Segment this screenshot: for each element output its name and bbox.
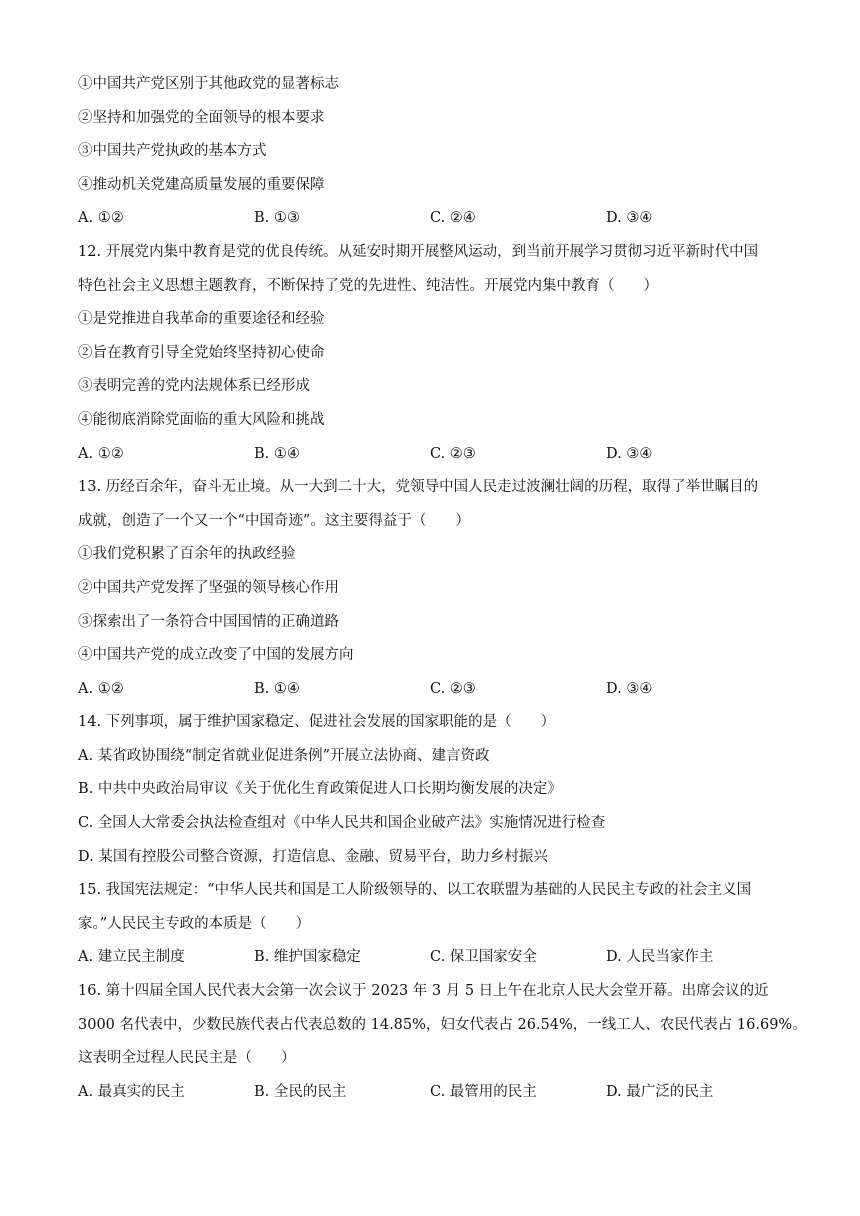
question-14: [78, 706, 790, 874]
q11-option-a: A. ①②: [78, 210, 124, 227]
q12-item-2: ②旨在教育引导全党始终坚持初心使命: [78, 344, 325, 361]
q11-options: [78, 202, 790, 236]
q14-stem: 14. 下列事项，属于维护国家稳定、促进社会发展的国家职能的是（ ）: [78, 714, 556, 731]
q13-option-c: C. ②③: [430, 680, 476, 697]
q11-option-d: D. ③④: [606, 210, 653, 227]
q15-stem-line-1: 15. 我国宪法规定：“中华人民共和国是工人阶级领导的、以工农联盟为基础的人民民主专政的社会主义国: [78, 882, 752, 899]
q13-option-d: D. ③④: [606, 680, 653, 697]
q16-option-d: D. 最广泛的民主: [606, 1083, 714, 1100]
q15-option-a: A. 建立民主制度: [78, 949, 185, 966]
q12-stem-line-1: 12. 开展党内集中教育是党的优良传统。从延安时期开展整风运动，到当前开展学习贯彻习近平新时代中国: [78, 243, 759, 260]
q16-stem-line-1: 16. 第十四届全国人民代表大会第一次会议于 2023 年 3 月 5 日上午在北京人民大会堂开幕。出席会议的近: [78, 983, 769, 1000]
q16-option-a: A. 最真实的民主: [78, 1083, 185, 1100]
q11-item-1: ①中国共产党区别于其他政党的显著标志: [78, 76, 339, 92]
q13-stem-line-2: 成就，创造了一个又一个“中国奇迹”。这主要得益于（ ）: [78, 512, 470, 529]
q12-item-3: ③表明完善的党内法规体系已经形成: [78, 378, 310, 395]
q16-stem-line-3: 这表明全过程人民民主是（ ）: [78, 1050, 296, 1067]
q11-item-4: ④推动机关党建高质量发展的重要保障: [78, 176, 325, 193]
q12-option-a: A. ①②: [78, 445, 124, 462]
question-11: [78, 68, 790, 236]
q13-item-2: ②中国共产党发挥了坚强的领导核心作用: [78, 579, 339, 596]
q13-option-a: A. ①②: [78, 680, 124, 697]
question-16: [78, 975, 807, 1109]
q14-option-b: B. 中共中央政治局审议《关于优化生育政策促进人口长期均衡发展的决定》: [78, 781, 562, 798]
question-12: [78, 236, 790, 471]
q12-option-d: D. ③④: [606, 445, 653, 462]
q13-item-4: ④中国共产党的成立改变了中国的发展方向: [78, 647, 354, 664]
exam-page: [78, 68, 807, 1109]
q12-item-1: ①是党推进自我革命的重要途径和经验: [78, 311, 325, 328]
q11-option-b: B. ①③: [254, 210, 300, 227]
q15-stem-line-2: 家。”人民民主专政的本质是（ ）: [78, 915, 311, 932]
q16-option-c: C. 最管用的民主: [430, 1083, 537, 1100]
q16-stem-line-2: 3000 名代表中，少数民族代表占代表总数的 14.85%，妇女代表占 26.54%，一线工人、农民代表占 16.69%。: [78, 1016, 807, 1033]
q15-option-d: D. 人民当家作主: [606, 949, 714, 966]
q13-options: [78, 673, 790, 707]
q13-option-b: B. ①④: [254, 680, 300, 697]
question-15: [78, 874, 790, 975]
q15-option-b: B. 维护国家稳定: [254, 949, 361, 966]
q14-option-d: D. 某国有控股公司整合资源，打造信息、金融、贸易平台，助力乡村振兴: [78, 848, 548, 865]
q15-option-c: C. 保卫国家安全: [430, 949, 537, 966]
q11-item-3: ③中国共产党执政的基本方式: [78, 143, 267, 160]
q12-option-c: C. ②③: [430, 445, 476, 462]
q13-item-3: ③探索出了一条符合中国国情的正确道路: [78, 613, 339, 630]
q12-option-b: B. ①④: [254, 445, 300, 462]
q16-options: [78, 1076, 790, 1110]
q13-stem-line-1: 13. 历经百余年，奋斗无止境。从一大到二十大，党领导中国人民走过波澜壮阔的历程，取得了举世瞩目的: [78, 479, 759, 496]
q14-option-c: C. 全国人大常委会执法检查组对《中华人民共和国企业破产法》实施情况进行检查: [78, 815, 606, 832]
q16-option-b: B. 全民的民主: [254, 1083, 347, 1100]
q12-stem-line-2: 特色社会主义思想主题教育，不断保持了党的先进性、纯洁性。开展党内集中教育（ ）: [78, 277, 658, 294]
question-13: [78, 471, 790, 706]
q12-item-4: ④能彻底消除党面临的重大风险和挑战: [78, 411, 325, 428]
q15-options: [78, 941, 790, 975]
q14-option-a: A. 某省政协围绕“制定省就业促进条例”开展立法协商、建言资政: [78, 747, 490, 764]
q13-item-1: ①我们党积累了百余年的执政经验: [78, 546, 296, 563]
q11-item-2: ②坚持和加强党的全面领导的根本要求: [78, 109, 325, 126]
q12-options: [78, 438, 790, 472]
q11-option-c: C. ②④: [430, 210, 476, 227]
